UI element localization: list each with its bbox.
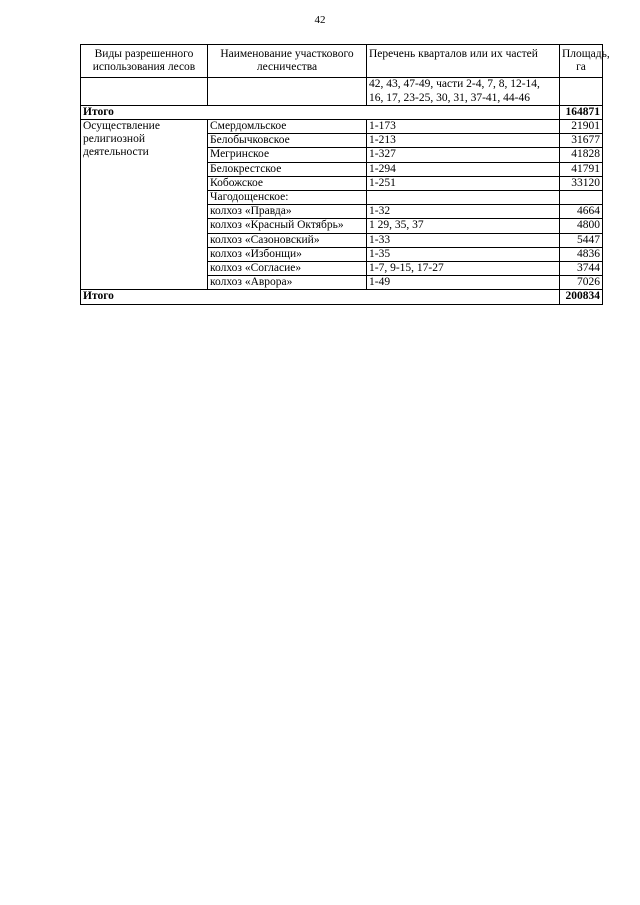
forestry-name-cell: колхоз «Избонщи» <box>208 247 367 261</box>
total-value: 200834 <box>560 290 603 304</box>
total-label: Итого <box>81 105 560 119</box>
forestry-name-cell: Белобычковское <box>208 134 367 148</box>
forestry-name-cell <box>208 78 367 105</box>
forestry-name-cell: колхоз «Сазоновский» <box>208 233 367 247</box>
header-row <box>81 45 603 78</box>
header-forestry-name: Наименование участкового лесничества <box>208 45 367 78</box>
area-cell: 4800 <box>560 219 603 233</box>
quarters-cell: 1-173 <box>367 120 560 134</box>
area-cell <box>560 78 603 105</box>
quarters-cell <box>367 191 560 205</box>
total-label: Итого <box>81 290 560 304</box>
use-type-cell: Осуществление религиозной деятельности <box>81 120 208 290</box>
forest-use-table <box>80 44 610 305</box>
total-row <box>81 105 603 119</box>
area-cell: 4836 <box>560 247 603 261</box>
area-cell: 21901 <box>560 120 603 134</box>
area-cell <box>560 191 603 205</box>
header-use-type: Виды разрешенного использования лесов <box>81 45 208 78</box>
forestry-name-cell: колхоз «Правда» <box>208 205 367 219</box>
quarters-cell: 1-7, 9-15, 17-27 <box>367 262 560 276</box>
quarters-cell: 1-251 <box>367 176 560 190</box>
quarters-cell: 1 29, 35, 37 <box>367 219 560 233</box>
forestry-name-cell: Мегринское <box>208 148 367 162</box>
header-quarters: Перечень кварталов или их частей <box>367 45 560 78</box>
quarters-cell: 1-213 <box>367 134 560 148</box>
quarters-cell: 1-49 <box>367 276 560 290</box>
area-cell: 33120 <box>560 176 603 190</box>
forestry-name-cell: Смердомльское <box>208 120 367 134</box>
quarters-cell: 1-35 <box>367 247 560 261</box>
area-cell: 41828 <box>560 148 603 162</box>
forestry-name-cell: колхоз «Красный Октябрь» <box>208 219 367 233</box>
total-row <box>81 290 603 304</box>
use-type-cell <box>81 78 208 105</box>
area-cell: 31677 <box>560 134 603 148</box>
total-value: 164871 <box>560 105 603 119</box>
forestry-name-cell: колхоз «Согласие» <box>208 262 367 276</box>
header-area: Площадь, га <box>560 45 603 78</box>
quarters-cell: 1-327 <box>367 148 560 162</box>
table-row <box>81 78 603 105</box>
forestry-name-cell: Кобожское <box>208 176 367 190</box>
forestry-name-cell: колхоз «Аврора» <box>208 276 367 290</box>
table-row <box>81 120 603 134</box>
area-cell: 5447 <box>560 233 603 247</box>
quarters-cell: 1-294 <box>367 162 560 176</box>
area-cell: 3744 <box>560 262 603 276</box>
quarters-cell: 1-33 <box>367 233 560 247</box>
area-cell: 7026 <box>560 276 603 290</box>
page-number: 42 <box>314 14 326 26</box>
area-cell: 41791 <box>560 162 603 176</box>
forestry-name-cell: Белокрестское <box>208 162 367 176</box>
area-cell: 4664 <box>560 205 603 219</box>
quarters-cell: 1-32 <box>367 205 560 219</box>
quarters-cell: 42, 43, 47-49, части 2-4, 7, 8, 12-14, 16, 17, 23-25, 30, 31, 37-41, 44-46 <box>367 78 560 105</box>
forestry-name-cell: Чагодощенское: <box>208 191 367 205</box>
